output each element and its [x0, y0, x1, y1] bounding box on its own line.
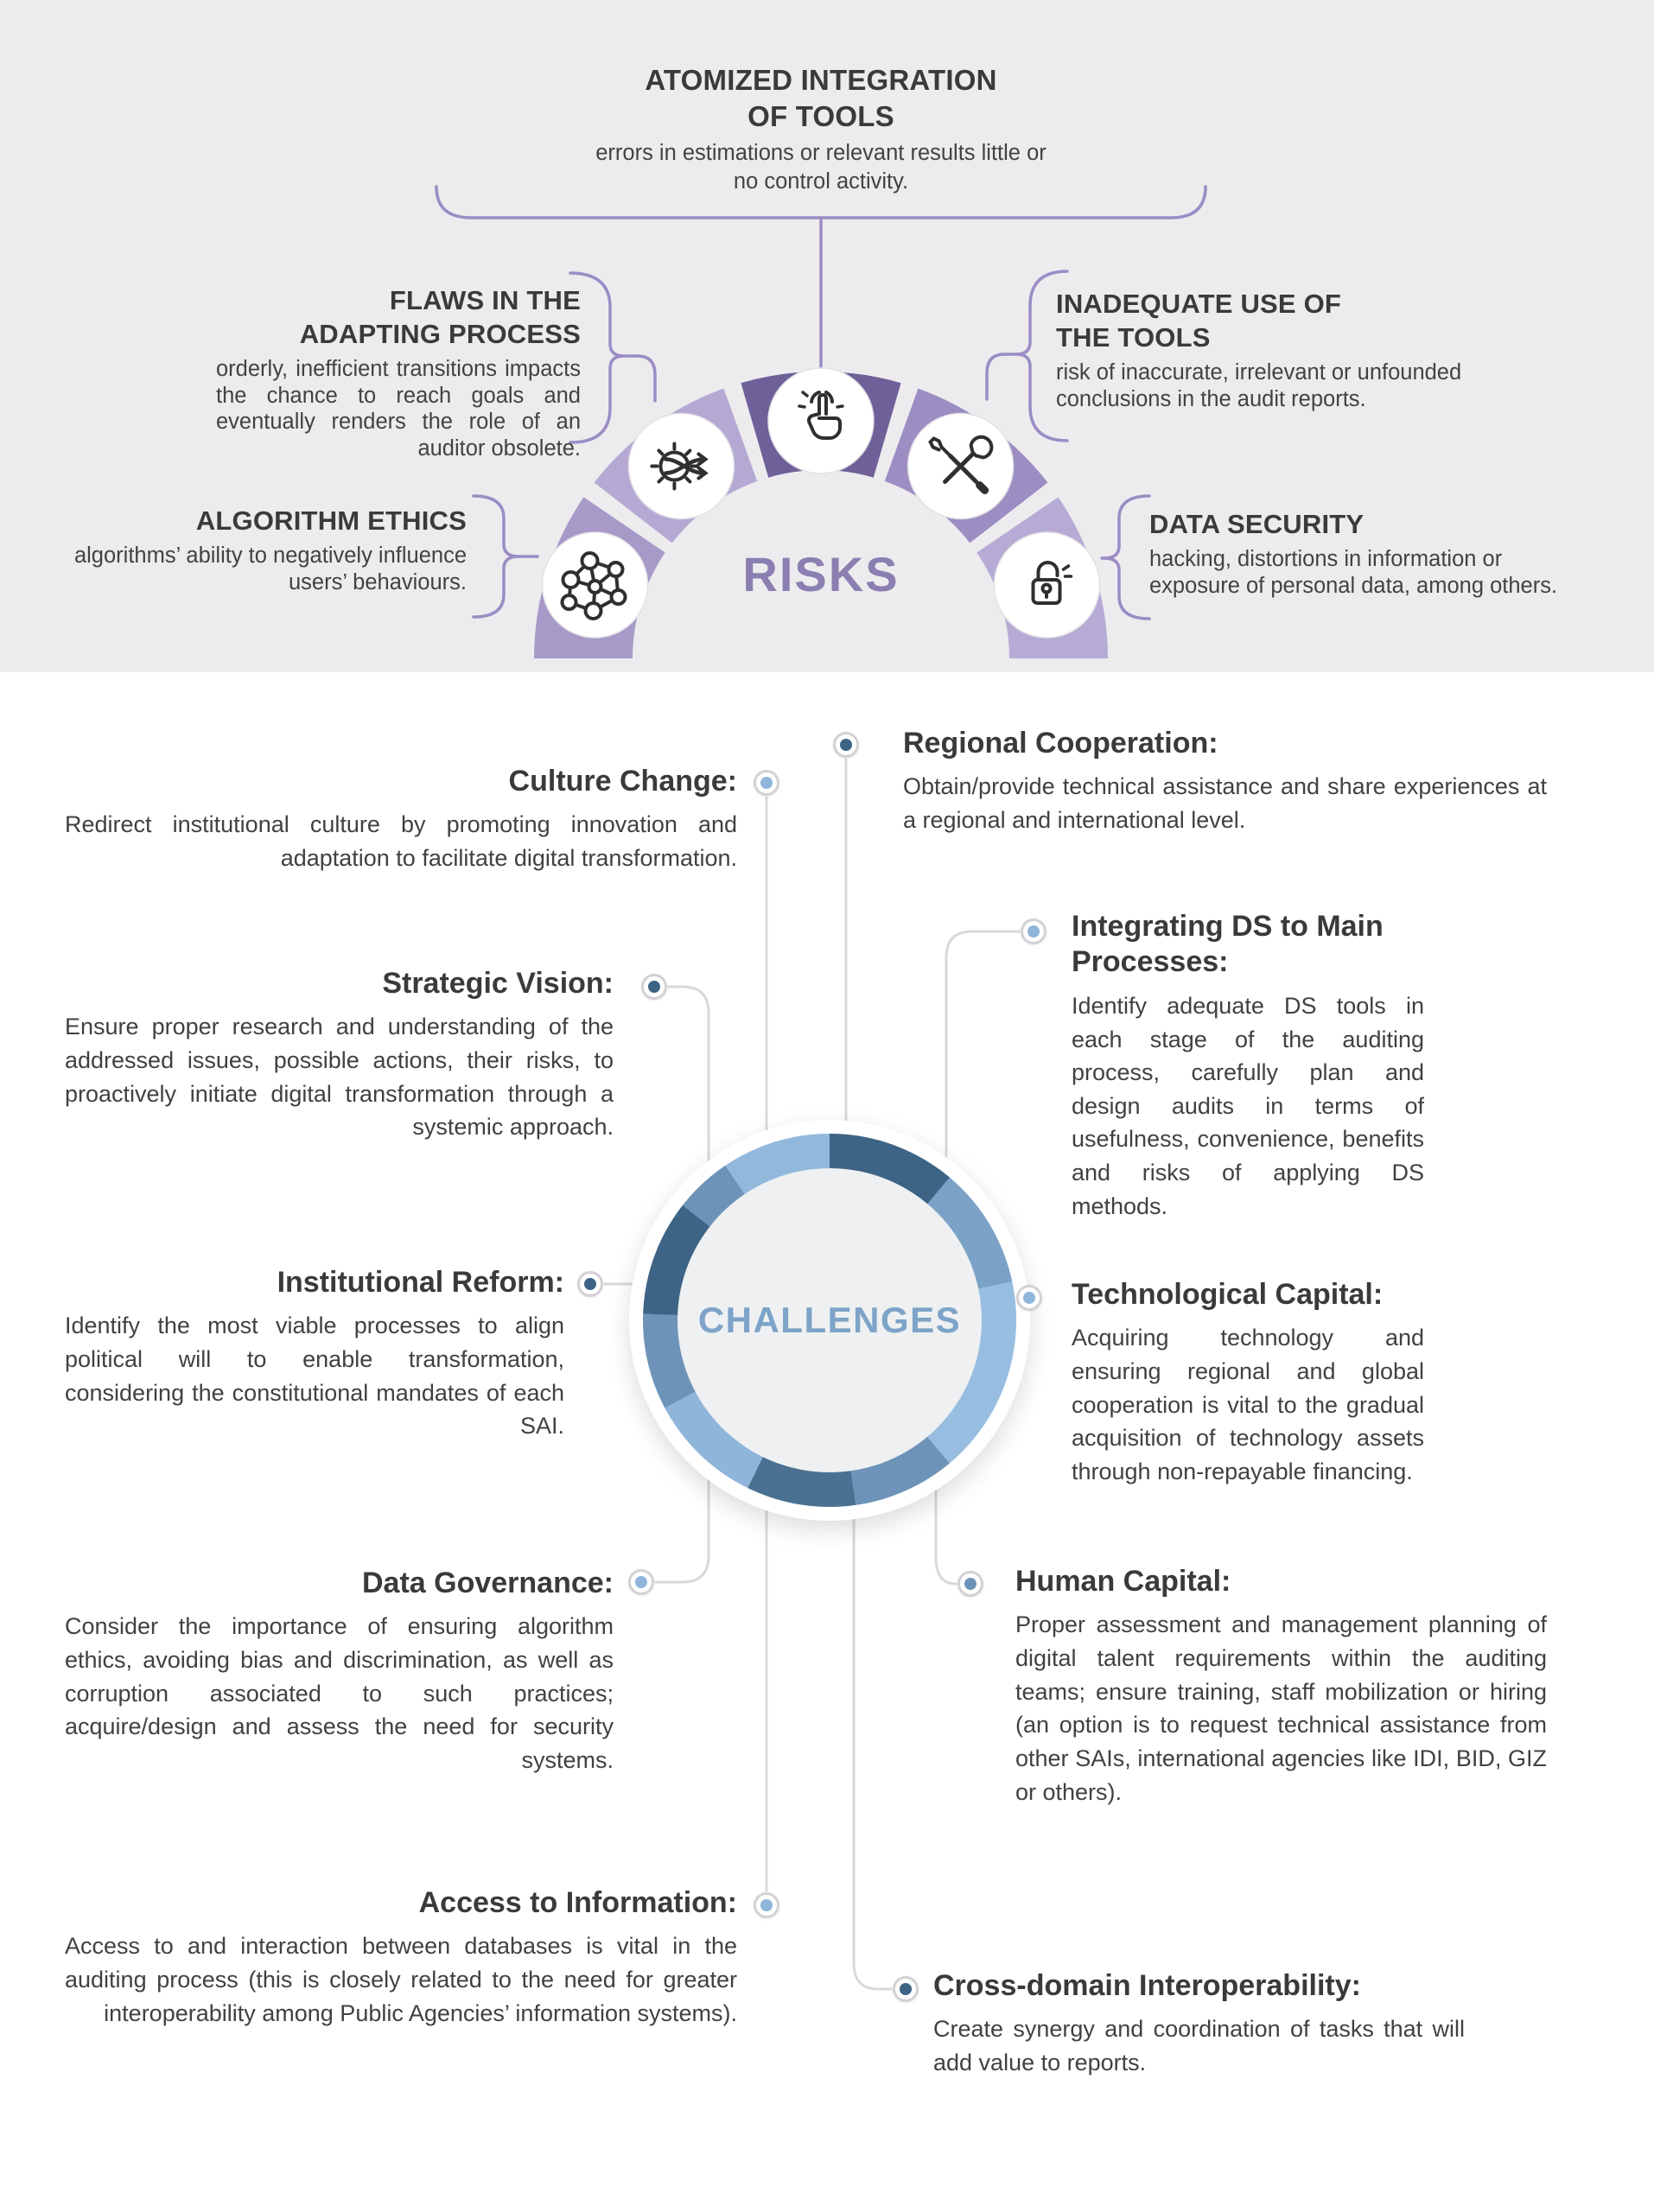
challenge-body: Proper assessment and management planning of digital talent requirements within the auditing teams; ensure training, staff mobilization or hiring (an option is to request technical assistance from other SAIs, international agencies like IDI, BID, GIZ or others).	[1015, 1611, 1547, 1805]
challenge-body: Redirect institutional culture by promoting innovation and adaptation to facilitate digital transformation.	[65, 811, 737, 872]
connector-human	[936, 1488, 956, 1584]
challenges-title: CHALLENGES	[697, 1300, 962, 1340]
challenge-heading: Strategic Vision:	[382, 967, 614, 1000]
challenge-heading: Institutional Reform:	[277, 1266, 564, 1299]
challenge-heading: Culture Change:	[508, 765, 737, 798]
risk-desc: errors in estimations or relevant results little or no control activity.	[595, 141, 1046, 194]
risk-desc: algorithms’ ability to negatively influence users’ behaviours.	[73, 543, 467, 594]
bullet-institutional	[577, 1271, 603, 1297]
risk-title-line: OF TOOLS	[747, 99, 894, 132]
challenge-heading: Data Governance:	[362, 1567, 614, 1599]
challenge-datagov-block	[65, 1566, 614, 1777]
risks-title: RISKS	[742, 547, 900, 601]
inadequate-connector	[987, 354, 1004, 399]
challenge-body: Access to and interaction between databases is vital in the auditing process (this is closely related to the need for greater interoperability among Public Agencies’ information systems).	[65, 1933, 737, 2026]
challenge-heading: Cross-domain Interoperability:	[933, 1969, 1361, 2002]
challenge-crossdomain-block	[933, 1968, 1465, 2080]
bullet-human	[957, 1571, 983, 1597]
risk-datasecurity-block	[1149, 507, 1573, 599]
bullet-technological	[1016, 1285, 1042, 1311]
risk-title-line: ADAPTING PROCESS	[299, 319, 581, 350]
connector-crossdomain	[854, 1517, 891, 1989]
risk-title-line: DATA SECURITY	[1149, 509, 1365, 539]
algorithm-bracket	[474, 496, 538, 556]
challenge-heading: Human Capital:	[1015, 1565, 1231, 1598]
challenge-body: Ensure proper research and understanding of the addressed issues, possible actions, their risks, to proactively initiate digital transformation through a systemic approach.	[65, 1014, 614, 1141]
risk-title-line: ATOMIZED INTEGRATION	[645, 64, 997, 96]
risk-desc: risk of inaccurate, irrelevant or unfounded conclusions in the audit reports.	[1056, 360, 1462, 411]
risk-title-line: ALGORITHM ETHICS	[195, 505, 467, 536]
risk-desc: orderly, inefficient transitions impacts the chance to reach goals and eventually renders the role of an auditor obsolete.	[216, 357, 581, 461]
datasecurity-bracket	[1102, 496, 1149, 558]
bullet-datagov	[628, 1569, 654, 1595]
challenges-hub	[629, 1120, 1030, 1521]
challenge-body: Identify adequate DS tools in each stage of the auditing process, carefully plan and design audits in terms of usefulness, convenience, benefits and risks of applying DS methods.	[1072, 992, 1424, 1219]
risks-section	[0, 0, 1654, 672]
connector-strategic	[669, 987, 709, 1161]
bullet-integrating	[1021, 918, 1046, 944]
bullet-access	[754, 1892, 779, 1918]
challenge-institutional-block	[65, 1265, 564, 1443]
connector-integrating	[946, 931, 1019, 1156]
risk-atomized-block	[518, 62, 1123, 196]
connector-datagov	[656, 1479, 709, 1582]
challenge-regional-block	[903, 726, 1547, 837]
bullet-culture	[754, 770, 779, 796]
challenge-body: Acquiring technology and ensuring regional and global cooperation is vital to the gradual acquisition of technology assets through non-repayable financing.	[1072, 1325, 1424, 1484]
challenge-heading: Regional Cooperation:	[903, 727, 1218, 760]
challenge-strategic-block	[65, 966, 614, 1144]
challenge-human-block	[1015, 1564, 1547, 1808]
risk-inadequate-block	[1056, 287, 1471, 412]
bullet-strategic	[641, 974, 667, 1000]
challenge-body: Obtain/provide technical assistance and share experiences at a regional and international level.	[903, 773, 1547, 834]
challenge-heading: Access to Information:	[418, 1886, 737, 1919]
bullet-regional	[833, 732, 859, 758]
challenge-body: Consider the importance of ensuring algorithm ethics, avoiding bias and discrimination, as well as corruption associated to such practices; acquire/design and assess the need for security systems.	[65, 1613, 614, 1773]
risk-title-line: FLAWS IN THE	[389, 285, 581, 315]
flaws-connector	[638, 356, 655, 401]
challenge-culture-block	[65, 764, 737, 875]
risk-title-line: INADEQUATE USE OF	[1056, 289, 1342, 319]
challenge-body: Create synergy and coordination of tasks that will add value to reports.	[933, 2016, 1465, 2076]
challenge-technological-block	[1072, 1277, 1424, 1489]
bullet-crossdomain	[893, 1976, 919, 2002]
challenge-heading: Technological Capital:	[1072, 1278, 1384, 1311]
risk-algorithm-block	[65, 504, 467, 595]
risk-title-line: THE TOOLS	[1056, 322, 1211, 353]
risk-desc: hacking, distortions in information or exposure of personal data, among others.	[1149, 547, 1558, 598]
challenge-body: Identify the most viable processes to align political will to enable transformation, considering the constitutional mandates of each SAI.	[65, 1313, 564, 1440]
challenge-heading: Integrating DS to Main Processes:	[1072, 910, 1384, 979]
challenge-integrating-block	[1072, 909, 1424, 1223]
challenges-inner-disc	[678, 1168, 982, 1472]
challenge-access-block	[65, 1885, 737, 2030]
risk-flaws-block	[216, 283, 581, 461]
